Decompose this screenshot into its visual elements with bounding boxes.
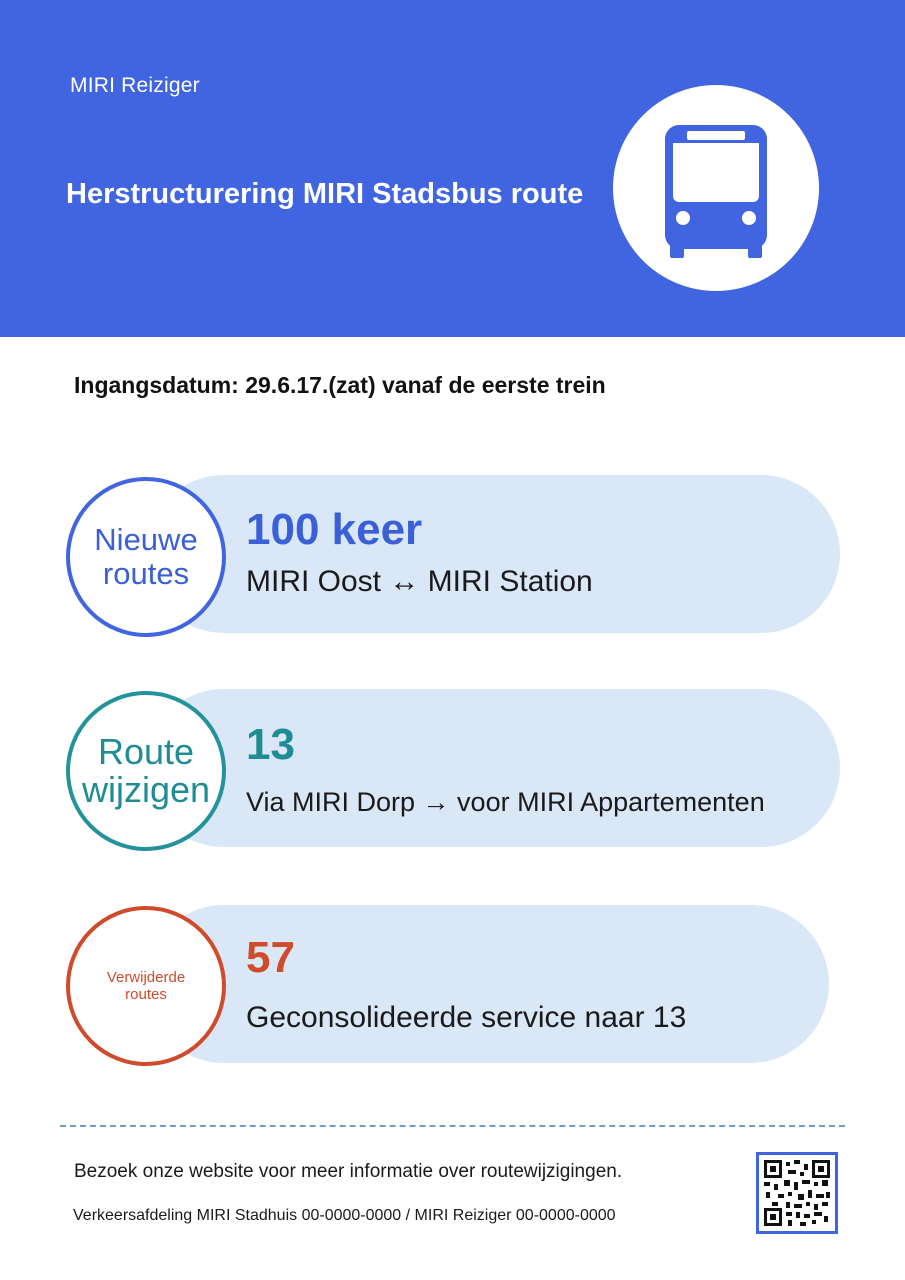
org-name: MIRI Reiziger bbox=[70, 74, 200, 97]
route-number: 57 bbox=[246, 933, 295, 982]
route-detail: MIRI Oost ↔ MIRI Station bbox=[246, 565, 593, 598]
footer-divider bbox=[60, 1125, 845, 1127]
header-banner bbox=[0, 0, 905, 337]
website-info: Bezoek onze website voor meer informatie over routewijzigingen. bbox=[74, 1161, 623, 1182]
badge-label: Route wijzigen bbox=[81, 731, 211, 810]
bus-icon bbox=[613, 85, 819, 291]
route-detail: Via MIRI Dorp → voor MIRI Appartementen bbox=[246, 787, 765, 817]
page-title: Herstructurering MIRI Stadsbus route bbox=[66, 178, 584, 210]
badge-route-change bbox=[66, 691, 226, 851]
change-card-removed-routes bbox=[145, 905, 829, 1063]
badge-label: Verwijderde routes bbox=[106, 969, 186, 1003]
contact-info: Verkeersafdeling MIRI Stadhuis 00-0000-0000 / MIRI Reiziger 00-0000-0000 bbox=[73, 1207, 616, 1224]
route-detail: Geconsolideerde service naar 13 bbox=[246, 1001, 687, 1034]
badge-new-routes bbox=[66, 477, 226, 637]
qr-code-icon[interactable] bbox=[756, 1152, 838, 1234]
route-number: 13 bbox=[246, 720, 295, 769]
badge-label: Nieuwe routes bbox=[94, 522, 198, 591]
effective-date: Ingangsdatum: 29.6.17.(zat) vanaf de eerste trein bbox=[74, 372, 606, 398]
badge-removed-routes bbox=[66, 906, 226, 1066]
route-number: 100 keer bbox=[246, 505, 423, 554]
